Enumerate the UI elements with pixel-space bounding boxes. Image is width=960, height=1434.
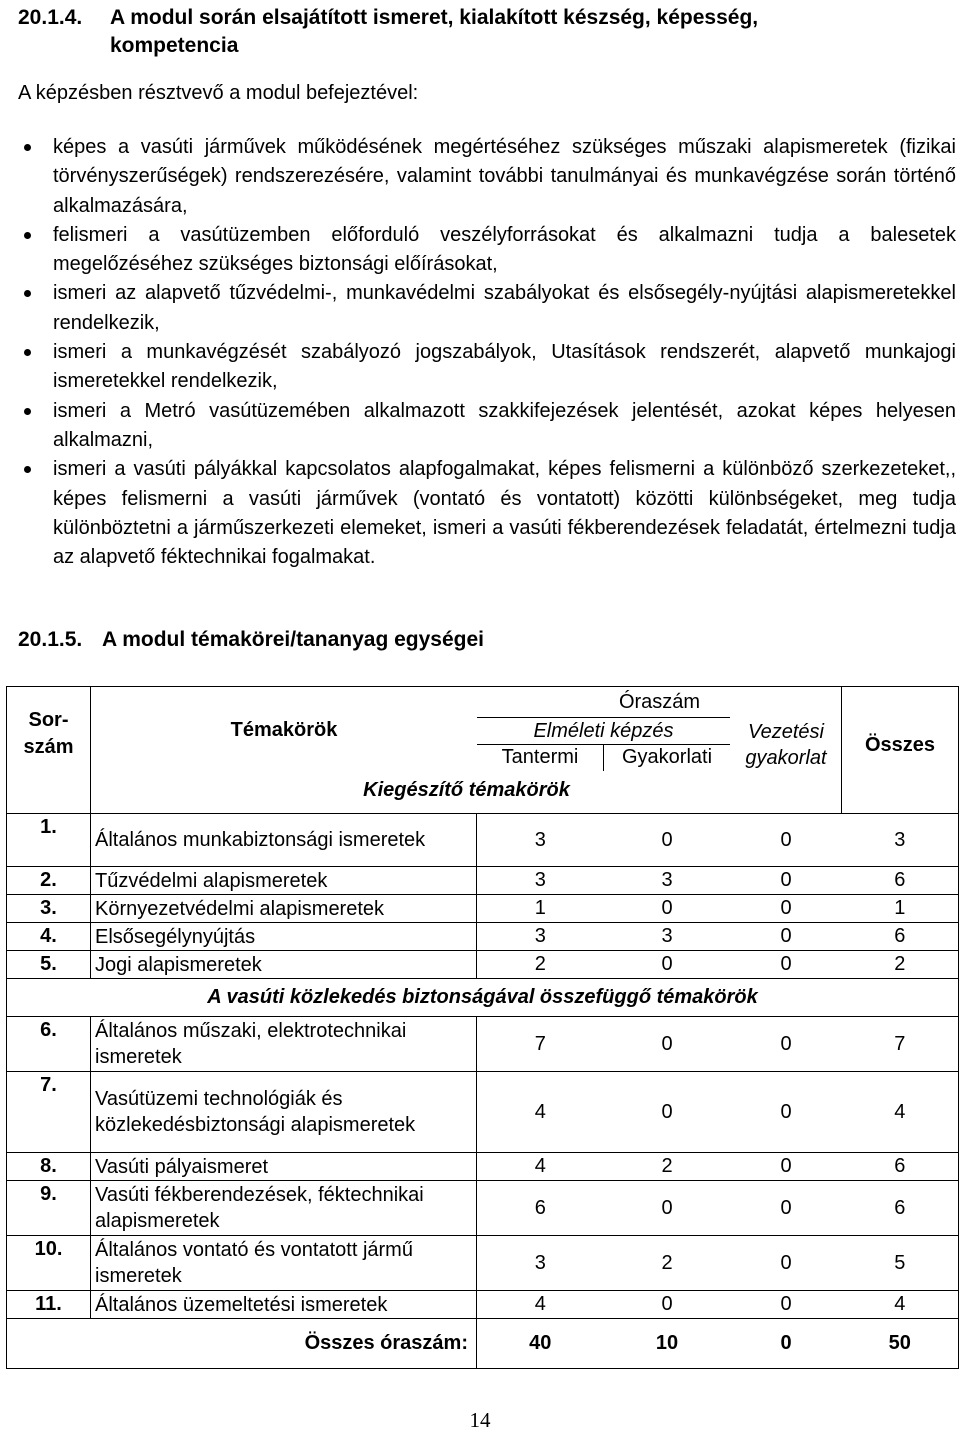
row-vezetesi: 0 [731, 814, 842, 867]
row-osszes: 6 [842, 867, 959, 895]
table-row [7, 895, 959, 923]
row-topic: Általános üzemeltetési ismeretek [91, 1291, 477, 1319]
row-vezetesi: 0 [731, 867, 842, 895]
table-row [7, 1291, 959, 1319]
row-tantermi: 4 [477, 1153, 604, 1181]
total-tantermi: 40 [477, 1319, 604, 1369]
row-number: 10. [7, 1236, 91, 1291]
row-tantermi: 4 [477, 1072, 604, 1153]
row-osszes: 1 [842, 895, 959, 923]
page-number: 14 [469, 1408, 491, 1432]
list-item [18, 338, 956, 397]
section-heading-competencies [18, 4, 948, 60]
row-number: 9. [7, 1181, 91, 1236]
row-osszes: 4 [842, 1291, 959, 1319]
total-osszes: 50 [842, 1319, 959, 1369]
row-topic: Általános műszaki, elektrotechnikai ismeretek [91, 1017, 477, 1072]
header-vezetesi-line2: gyakorlat [745, 747, 827, 769]
row-gyakorlati: 2 [604, 1153, 731, 1181]
total-row [7, 1319, 959, 1369]
row-topic: Általános vontató és vontatott jármű ismeretek [91, 1236, 477, 1291]
header-elmeleti: Elméleti képzés [477, 717, 730, 745]
row-vezetesi: 0 [731, 1236, 842, 1291]
row-gyakorlati: 0 [604, 1291, 731, 1319]
row-osszes: 5 [842, 1236, 959, 1291]
table-row [7, 951, 959, 979]
row-number: 7. [7, 1072, 91, 1153]
competency-list [18, 133, 956, 572]
table-row [7, 923, 959, 951]
table-row [7, 1181, 959, 1236]
total-gyakorlati: 10 [604, 1319, 731, 1369]
total-label: Összes óraszám: [7, 1319, 477, 1369]
bullet-icon [24, 466, 31, 473]
row-vezetesi: 0 [731, 1181, 842, 1236]
row-tantermi: 3 [477, 867, 604, 895]
row-vezetesi: 0 [731, 1291, 842, 1319]
bullet-icon [24, 144, 31, 151]
row-osszes: 6 [842, 1153, 959, 1181]
row-vezetesi: 0 [731, 1153, 842, 1181]
header-vezetesi-line1: Vezetési [748, 721, 824, 743]
row-gyakorlati: 0 [604, 1072, 731, 1153]
row-gyakorlati: 3 [604, 867, 731, 895]
list-item [18, 133, 956, 221]
list-item-text: ismeri a Metró vasútüzemében alkalmazott szakkifejezések jelentését, azokat képes helyesen alkalmazni, [53, 399, 956, 451]
row-tantermi: 1 [477, 895, 604, 923]
list-item-text: ismeri a munkavégzését szabályozó jogszabályok, Utasítások rendszerét, alapvető munkajogi ismeretekkel rendelkezik, [53, 341, 956, 393]
header-main-cell [91, 687, 842, 814]
list-item-text: ismeri a vasúti pályákkal kapcsolatos alapfogalmakat, képes felismerni a különböző szerkezeteket,, képes felismerni a vasúti járművek (vontató és vontatott) közötti különbségeket, meg tudja különböztetni a járműszerkezeti elemeket, ismeri a vasúti fékberendezések feladatát, értelmezni tudja az alapvető féktechnikai fogalmakat. [53, 458, 956, 569]
row-tantermi: 3 [477, 814, 604, 867]
row-tantermi: 4 [477, 1291, 604, 1319]
row-number: 6. [7, 1017, 91, 1072]
table-row [7, 1236, 959, 1291]
group-title-row [7, 979, 959, 1017]
row-osszes: 3 [842, 814, 959, 867]
row-osszes: 7 [842, 1017, 959, 1072]
row-topic: Tűzvédelmi alapismeretek [91, 867, 477, 895]
table-row [7, 1017, 959, 1072]
header-vezetesi [731, 719, 841, 771]
intro-text: A képzésben résztvevő a modul befejeztével: [18, 82, 419, 104]
table-header-row [7, 687, 959, 814]
row-number: 8. [7, 1153, 91, 1181]
row-gyakorlati: 0 [604, 814, 731, 867]
row-vezetesi: 0 [731, 895, 842, 923]
row-gyakorlati: 0 [604, 1017, 731, 1072]
bullet-icon [24, 349, 31, 356]
list-item-text: felismeri a vasútüzemben előforduló veszélyforrásokat és alkalmazni tudja a balesetek megelőzéséhez szükséges biztonsági előírásokat, [53, 223, 956, 276]
row-gyakorlati: 2 [604, 1236, 731, 1291]
row-topic: Vasúti fékberendezések, féktechnikai alapismeretek [91, 1181, 477, 1236]
bullet-icon [24, 232, 31, 239]
row-vezetesi: 0 [731, 951, 842, 979]
bullet-icon [24, 290, 31, 297]
row-gyakorlati: 0 [604, 951, 731, 979]
row-topic: Elsősegélynyújtás [91, 923, 477, 951]
row-number: 5. [7, 951, 91, 979]
row-osszes: 4 [842, 1072, 959, 1153]
row-gyakorlati: 3 [604, 923, 731, 951]
list-item [18, 221, 956, 280]
row-number: 2. [7, 867, 91, 895]
row-topic: Környezetvédelmi alapismeretek [91, 895, 477, 923]
section-title-line1: A modul során elsajátított ismeret, kialakított készség, képesség, [110, 6, 759, 29]
row-topic: Vasúti pályaismeret [91, 1153, 477, 1181]
row-number: 1. [7, 814, 91, 867]
list-item [18, 279, 956, 338]
group2-title: A vasúti közlekedés biztonságával összefüggő témakörök [7, 979, 959, 1017]
section-title-line2: kompetencia [110, 34, 239, 57]
header-sorszam-line1: Sor- [28, 709, 69, 731]
row-gyakorlati: 0 [604, 895, 731, 923]
header-gyakorlati: Gyakorlati [621, 746, 713, 768]
row-topic: Jogi alapismeretek [91, 951, 477, 979]
section-title: A modul témakörei/tananyag egységei [102, 628, 485, 651]
header-tantermi: Tantermi [477, 744, 604, 771]
section-number: 20.1.5. [18, 628, 83, 651]
table-row [7, 1153, 959, 1181]
list-item [18, 455, 956, 572]
table-row [7, 867, 959, 895]
group1-title: Kiegészítő témakörök [363, 779, 570, 801]
row-vezetesi: 0 [731, 1017, 842, 1072]
section-number: 20.1.4. [18, 6, 83, 29]
row-osszes: 6 [842, 1181, 959, 1236]
header-sorszam-line2: szám [23, 736, 74, 758]
row-tantermi: 3 [477, 923, 604, 951]
row-number: 11. [7, 1291, 91, 1319]
list-item-text: képes a vasúti járművek működésének megértéséhez szükséges műszaki alapismeretek (fizikai törvényszerűségek) rendszerezésére, valamint további tanulmányai és munkavégzése során történő alkalmazására, [53, 136, 956, 217]
row-tantermi: 6 [477, 1181, 604, 1236]
total-vezetesi: 0 [731, 1319, 842, 1369]
row-number: 3. [7, 895, 91, 923]
header-osszes: Összes [842, 687, 959, 814]
row-topic: Vasútüzemi technológiák és közlekedésbiztonsági alapismeretek [91, 1072, 477, 1153]
bullet-icon [24, 408, 31, 415]
row-topic: Általános munkabiztonsági ismeretek [91, 814, 477, 867]
header-temakorok: Témakörök [230, 719, 338, 741]
topics-table [6, 686, 959, 1369]
list-item [18, 397, 956, 456]
table-row [7, 814, 959, 867]
header-sorszam [7, 687, 91, 814]
row-osszes: 6 [842, 923, 959, 951]
row-vezetesi: 0 [731, 923, 842, 951]
row-gyakorlati: 0 [604, 1181, 731, 1236]
section-heading-topics [18, 626, 484, 654]
header-oraszam: Óraszám [618, 691, 701, 713]
row-tantermi: 2 [477, 951, 604, 979]
row-tantermi: 3 [477, 1236, 604, 1291]
row-osszes: 2 [842, 951, 959, 979]
row-number: 4. [7, 923, 91, 951]
list-item-text: ismeri az alapvető tűzvédelmi-, munkavédelmi szabályokat és elsősegély-nyújtási alapismeretekkel rendelkezik, [53, 282, 956, 334]
table-row [7, 1072, 959, 1153]
row-vezetesi: 0 [731, 1072, 842, 1153]
row-tantermi: 7 [477, 1017, 604, 1072]
